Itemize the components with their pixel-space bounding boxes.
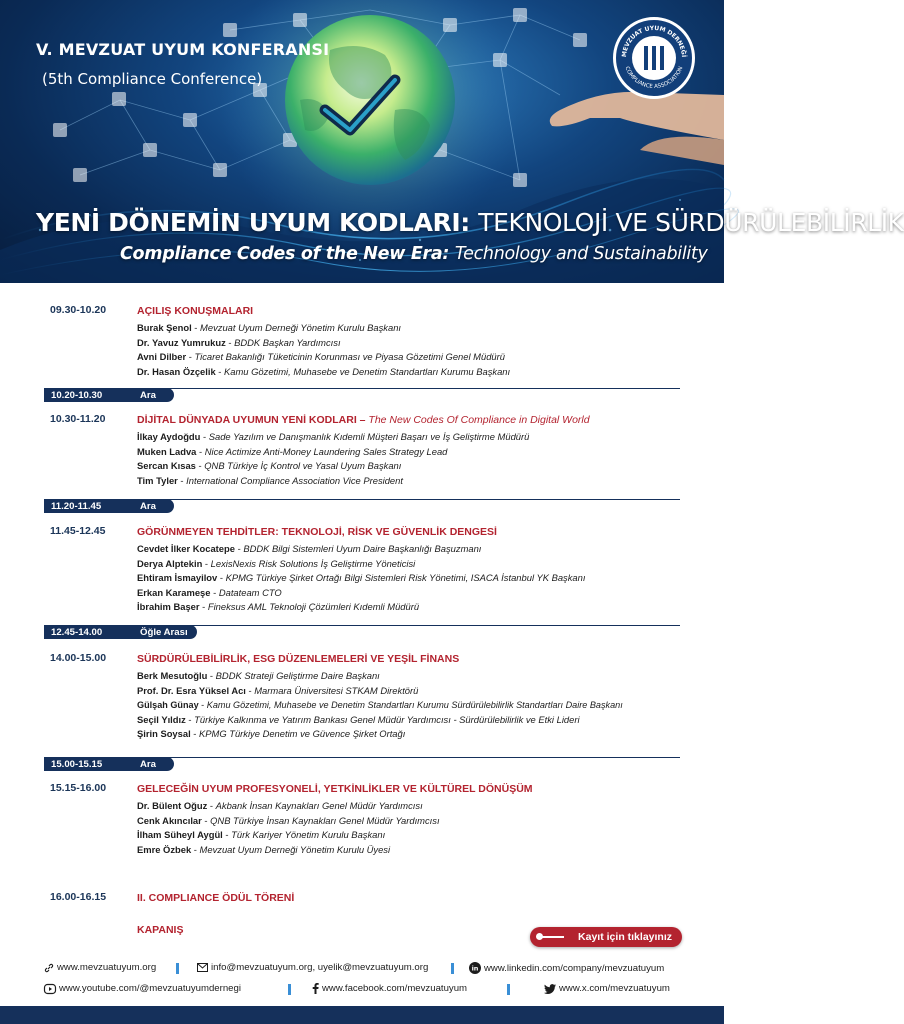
footer-separator — [451, 963, 454, 974]
break-label: Ara — [140, 500, 156, 512]
session-award-ceremony — [0, 891, 724, 905]
speaker-name: Gülşah Günay — [137, 700, 199, 711]
speaker-role: KPMG Türkiye Şirket Ortağı Bilgi Sistemleri Risk Yönetimi, ISACA İstanbul YK Başkanı — [225, 572, 586, 584]
session-title: SÜRDÜRÜLEBİLİRLİK, ESG DÜZENLEMELERİ VE YEŞİL FİNANS — [137, 653, 460, 665]
speaker: Cevdet İlker Kocatepe - BDDK Bilgi Sistemleri Uyum Daire Başkanlığı Başuzmanı — [137, 543, 482, 554]
conference-subtitle: (5th Compliance Conference) — [42, 70, 263, 88]
speaker: Dr. Hasan Özçelik - Kamu Gözetimi, Muhasebe ve Denetim Standartları Kurumu Başkanı — [137, 365, 511, 377]
link-icon — [44, 963, 54, 973]
speaker-name: Dr. Yavuz Yumrukuz — [137, 336, 226, 348]
twitter-bird-icon — [544, 984, 556, 994]
speaker-role: Nice Actimize Anti-Money Laundering Sales Strategy Lead — [204, 445, 448, 457]
speaker-name: Sercan Kısas — [137, 460, 196, 472]
session-threats — [0, 525, 724, 615]
website-link[interactable] — [44, 962, 156, 973]
association-logo-icon — [616, 20, 692, 96]
session-time: 11.45-12.45 — [50, 525, 106, 537]
speaker: Burak Şenol - Mevzuat Uyum Derneği Yönetim Kurulu Başkanı — [137, 322, 402, 333]
speaker-name: İlham Süheyl Aygül — [137, 829, 223, 841]
speaker-role: Fineksus AML Teknoloji Çözümleri Kıdemli Müdürü — [207, 601, 420, 613]
footer-row-2 — [0, 983, 724, 997]
speaker-role: Sade Yazılım ve Danışmanlık Kıdemli Müşteri Başarı ve İş Geliştirme Müdürü — [208, 431, 530, 442]
speaker-name: Erkan Karameşe — [137, 586, 211, 598]
session-future-professional — [0, 782, 724, 857]
break-time: 12.45-14.00 — [51, 626, 103, 638]
footer-separator — [288, 984, 291, 995]
break-label: Ara — [140, 758, 156, 770]
session-title: KAPANIŞ — [137, 924, 184, 936]
logo-text-top: MEVZUAT UYUM DERNEĞİ — [620, 24, 688, 58]
speaker-name: Dr. Hasan Özçelik — [137, 365, 216, 377]
linkedin-link[interactable] — [469, 962, 664, 974]
speaker-role: Marmara Üniversitesi STKAM Direktörü — [254, 684, 419, 696]
speaker-name: Avni Dilber — [137, 351, 189, 363]
speaker: İbrahim Başer - Fineksus AML Teknoloji Çözümleri Kıdemli Müdürü — [137, 601, 420, 613]
session-time: 14.00-15.00 — [50, 652, 107, 664]
speaker-role: LexisNexis Risk Solutions İş Geliştirme Yöneticisi — [210, 557, 416, 569]
speaker-name: Cenk Akıncılar — [137, 814, 202, 826]
session-title: AÇILIŞ KONUŞMALARI — [137, 305, 254, 317]
speaker: Emre Özbek - Mevzuat Uyum Derneği Yönetim Kurulu Üyesi — [137, 843, 391, 855]
break-bar — [44, 388, 174, 402]
conference-title: V. MEVZUAT UYUM KONFERANSI — [36, 40, 330, 59]
speaker-name: Prof. Dr. Esra Yüksel Acı — [137, 684, 246, 696]
speaker-role: Kamu Gözetimi, Muhasebe ve Denetim Standartları Kurumu Sürdürülebilirlik Standartları Daire Başkanı — [206, 700, 623, 711]
speaker-name: Emre Özbek — [137, 843, 192, 855]
speaker-role: Türkiye Kalkınma ve Yatırım Bankası Genel Müdür Yardımcısı - Sürdürülebilirlik ve Etki Lideri — [194, 713, 580, 725]
session-title-en: The New Codes Of Compliance in Digital World — [368, 414, 590, 426]
session-title-tr: DİJİTAL DÜNYADA UYUMUN YENİ KODLARI – — [137, 414, 369, 426]
speaker-name: Derya Alptekin — [137, 557, 203, 569]
hero-banner — [0, 0, 904, 283]
session-time: 15.15-16.00 — [50, 782, 107, 794]
main-subtitle — [120, 244, 708, 264]
speaker: Seçil Yıldız - Türkiye Kalkınma ve Yatırım Bankası Genel Müdür Yardımcısı - Sürdürülebilirlik ve Etki Lideri — [137, 713, 580, 725]
speaker: İlkay Aydoğdu - Sade Yazılım ve Danışmanlık Kıdemli Müşteri Başarı ve İş Geliştirme Müdürü — [137, 431, 530, 442]
speaker-name: Şirin Soysal — [137, 728, 191, 740]
break-bar — [44, 757, 174, 771]
facebook-text: www.facebook.com/mevzuatuyum — [322, 983, 468, 994]
facebook-link[interactable] — [312, 983, 467, 994]
speaker: Tim Tyler - International Compliance Association Vice President — [137, 474, 403, 486]
speaker: Prof. Dr. Esra Yüksel Acı - Marmara Üniversitesi STKAM Direktörü — [137, 684, 419, 696]
bottom-bar — [0, 1006, 724, 1024]
footer-separator — [176, 963, 179, 974]
main-subtitle-light: Technology and Sustainability — [454, 244, 708, 264]
speaker-role: Ticaret Bakanlığı Tüketicinin Korunması ve Piyasa Gözetimi Genel Müdürü — [194, 351, 505, 363]
youtube-link[interactable] — [44, 983, 241, 994]
session-sustainability — [0, 652, 724, 742]
youtube-text: www.youtube.com/@mevzuatuyumdernegi — [59, 983, 241, 994]
speaker-role: BDDK Başkan Yardımcısı — [234, 336, 341, 348]
speaker-role: Datateam CTO — [218, 586, 282, 598]
break-label: Ara — [140, 389, 156, 401]
main-subtitle-bold: Compliance Codes of the New Era: — [120, 244, 450, 264]
speaker: Sercan Kısas - QNB Türkiye İç Kontrol ve Yasal Uyum Başkanı — [137, 460, 402, 472]
speaker-role: KPMG Türkiye Denetim ve Güvence Şirket Ortağı — [199, 728, 406, 740]
speaker-role: BDDK Bilgi Sistemleri Uyum Daire Başkanlığı Başuzmanı — [243, 543, 482, 554]
speaker-role: Türk Kariyer Yönetim Kurulu Başkanı — [231, 829, 386, 841]
speaker-role: Mevzuat Uyum Derneği Yönetim Kurulu Üyesi — [199, 843, 391, 855]
speaker: Gülşah Günay - Kamu Gözetimi, Muhasebe ve Denetim Standartları Kurumu Sürdürülebilirlik Standartları Daire Başkanı — [137, 700, 623, 711]
speaker-name: Dr. Bülent Oğuz — [137, 800, 208, 811]
speaker-name: Cevdet İlker Kocatepe — [137, 543, 235, 554]
speaker-name: Tim Tyler — [137, 474, 178, 486]
footer-row-1 — [0, 962, 724, 976]
footer-separator — [507, 984, 510, 995]
logo-text-bottom: COMPLIANCE ASSOCIATION — [623, 65, 685, 91]
speaker-name: Ehtiram İsmayilov — [137, 572, 218, 584]
speaker: Cenk Akıncılar - QNB Türkiye İnsan Kaynakları Genel Müdür Yardımcısı — [137, 814, 440, 826]
speaker-role: BDDK Strateji Geliştirme Daire Başkanı — [215, 670, 380, 681]
facebook-icon — [312, 983, 319, 994]
speaker-role: Kamu Gözetimi, Muhasebe ve Denetim Standartları Kurumu Başkanı — [224, 365, 511, 377]
session-digital — [0, 413, 724, 488]
x-link[interactable] — [544, 983, 670, 994]
linkedin-icon — [469, 962, 481, 974]
linkedin-text: www.linkedin.com/company/mevzuatuyum — [484, 962, 665, 974]
speaker: İlham Süheyl Aygül - Türk Kariyer Yönetim Kurulu Başkanı — [137, 829, 386, 841]
pointer-icon — [538, 936, 564, 938]
speaker-name: İbrahim Başer — [137, 601, 200, 613]
session-opening — [0, 304, 724, 379]
speaker-name: Berk Mesutoğlu — [137, 670, 208, 681]
speaker-role: QNB Türkiye İç Kontrol ve Yasal Uyum Başkanı — [204, 460, 402, 472]
speaker: Erkan Karameşe - Datateam CTO — [137, 586, 282, 598]
main-title — [36, 208, 904, 237]
session-title — [137, 413, 724, 427]
speaker-name: Seçil Yıldız — [137, 713, 186, 725]
website-text: www.mevzuatuyum.org — [57, 962, 157, 973]
speaker: Ehtiram İsmayilov - KPMG Türkiye Şirket Ortağı Bilgi Sistemleri Risk Yönetimi, ISACA İstanbul YK Başkanı — [137, 572, 586, 584]
session-time: 16.00-16.15 — [50, 891, 107, 903]
mail-icon — [197, 963, 208, 972]
speaker-role: International Compliance Association Vice President — [186, 474, 403, 486]
speaker-name: İlkay Aydoğdu — [137, 431, 201, 442]
break-bar — [44, 625, 197, 639]
speaker-role: QNB Türkiye İnsan Kaynakları Genel Müdür Yardımcısı — [210, 814, 440, 826]
break-time: 10.20-10.30 — [51, 389, 103, 401]
youtube-icon — [44, 984, 56, 994]
association-logo[interactable] — [613, 17, 695, 99]
session-title: GÖRÜNMEYEN TEHDİTLER: TEKNOLOJİ, RİSK VE GÜVENLİK DENGESİ — [137, 526, 497, 538]
email-link[interactable] — [197, 962, 428, 973]
main-title-light: TEKNOLOJİ VE SÜRDÜRÜLEBİLİRLİK — [478, 208, 904, 237]
speaker-name: Muken Ladva — [137, 445, 197, 457]
speaker: Derya Alptekin - LexisNexis Risk Solutions İş Geliştirme Yöneticisi — [137, 557, 416, 569]
speaker: Avni Dilber - Ticaret Bakanlığı Tüketicinin Korunması ve Piyasa Gözetimi Genel Müdürü — [137, 351, 505, 363]
session-time: 09.30-10.20 — [50, 304, 107, 316]
main-title-bold: YENİ DÖNEMİN UYUM KODLARI: — [36, 208, 470, 237]
session-title: GELECEĞİN UYUM PROFESYONELİ, YETKİNLİKLER VE KÜLTÜREL DÖNÜŞÜM — [137, 783, 533, 795]
break-time: 15.00-15.15 — [51, 758, 103, 770]
break-label: Öğle Arası — [140, 626, 188, 638]
speaker: Şirin Soysal - KPMG Türkiye Denetim ve Güvence Şirket Ortağı — [137, 728, 406, 740]
break-bar — [44, 499, 174, 513]
speaker-name: Burak Şenol — [137, 322, 192, 333]
session-time: 10.30-11.20 — [50, 413, 106, 425]
email-text: info@mevzuatuyum.org, uyelik@mevzuatuyum.org — [211, 962, 429, 973]
x-text: www.x.com/mevzuatuyum — [559, 983, 670, 994]
speaker-role: Akbank İnsan Kaynakları Genel Müdür Yardımcısı — [215, 800, 423, 811]
speaker: Muken Ladva - Nice Actimize Anti-Money Laundering Sales Strategy Lead — [137, 445, 448, 457]
speaker: Dr. Bülent Oğuz - Akbank İnsan Kaynakları Genel Müdür Yardımcısı — [137, 800, 423, 811]
speaker-role: Mevzuat Uyum Derneği Yönetim Kurulu Başkanı — [200, 322, 402, 333]
register-button[interactable] — [530, 927, 682, 947]
register-button-label: Kayıt için tıklayınız — [578, 931, 672, 943]
speaker: Dr. Yavuz Yumrukuz - BDDK Başkan Yardımcısı — [137, 336, 341, 348]
speaker: Berk Mesutoğlu - BDDK Strateji Geliştirme Daire Başkanı — [137, 670, 380, 681]
break-time: 11.20-11.45 — [51, 500, 102, 512]
session-title: II. COMPLIANCE ÖDÜL TÖRENİ — [137, 892, 295, 904]
svg-text:in: in — [471, 964, 479, 973]
